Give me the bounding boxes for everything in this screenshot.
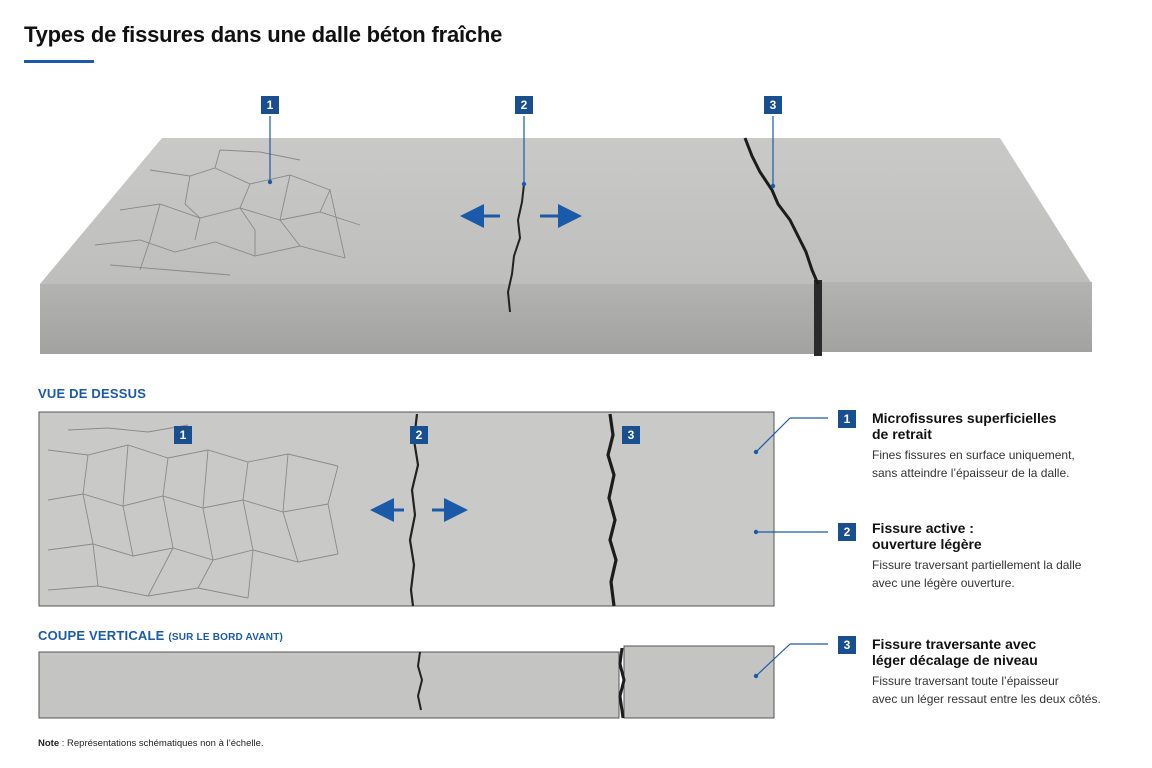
legend-title-3: Fissure traversante avec léger décalage de niveau: [872, 636, 1038, 668]
footnote: [38, 738, 264, 749]
section-slab-left: [39, 652, 619, 718]
section-view-illustration: [38, 644, 778, 722]
page-title: Types de fissures dans une dalle béton fraîche: [24, 22, 503, 47]
top-view-label: VUE DE DESSUS: [38, 386, 147, 401]
legend-connectors: [740, 400, 850, 700]
top-view-badge-1: 1: [174, 426, 192, 444]
through-crack-gap: [814, 280, 822, 356]
through-crack-section: [620, 648, 624, 718]
slab-front-face-left: [40, 284, 814, 354]
top-view-badge-2: 2: [410, 426, 428, 444]
top-view-slab: [39, 412, 774, 606]
legend-description-1: Fines fissures en surface uniquement, sans atteindre l’épaisseur de la dalle.: [872, 448, 1075, 480]
top-view-badge-3: 3: [622, 426, 640, 444]
legend-title-1: Microfissures superficielles de retrait: [872, 410, 1057, 442]
perspective-badge-3: 3: [764, 96, 782, 114]
legend-badge-2: 2: [838, 523, 856, 541]
slab-front-face-right: [822, 282, 1092, 352]
perspective-badge-2: 2: [515, 96, 533, 114]
slab-top-surface: [40, 138, 1092, 284]
section-view-label: [38, 628, 283, 643]
section-view-sublabel: (SUR LE BORD AVANT): [168, 632, 284, 643]
section-view-title: COUPE VERTICALE: [38, 628, 165, 643]
footnote-prefix: Note: [38, 738, 60, 749]
perspective-slab-illustration: [0, 80, 1152, 370]
perspective-badge-1: 1: [261, 96, 279, 114]
top-view-illustration: [38, 410, 778, 610]
legend-title-2: Fissure active : ouverture légère: [872, 520, 982, 552]
legend-description-2: Fissure traversant partiellement la dalle avec une légère ouverture.: [872, 558, 1082, 590]
footnote-text: : Représentations schématiques non à l’échelle.: [59, 738, 264, 749]
legend-badge-3: 3: [838, 636, 856, 654]
legend-badge-1: 1: [838, 410, 856, 428]
legend-description-3: Fissure traversant toute l’épaisseur avec un léger ressaut entre les deux côtés.: [872, 674, 1101, 706]
title-underline: [24, 60, 94, 63]
